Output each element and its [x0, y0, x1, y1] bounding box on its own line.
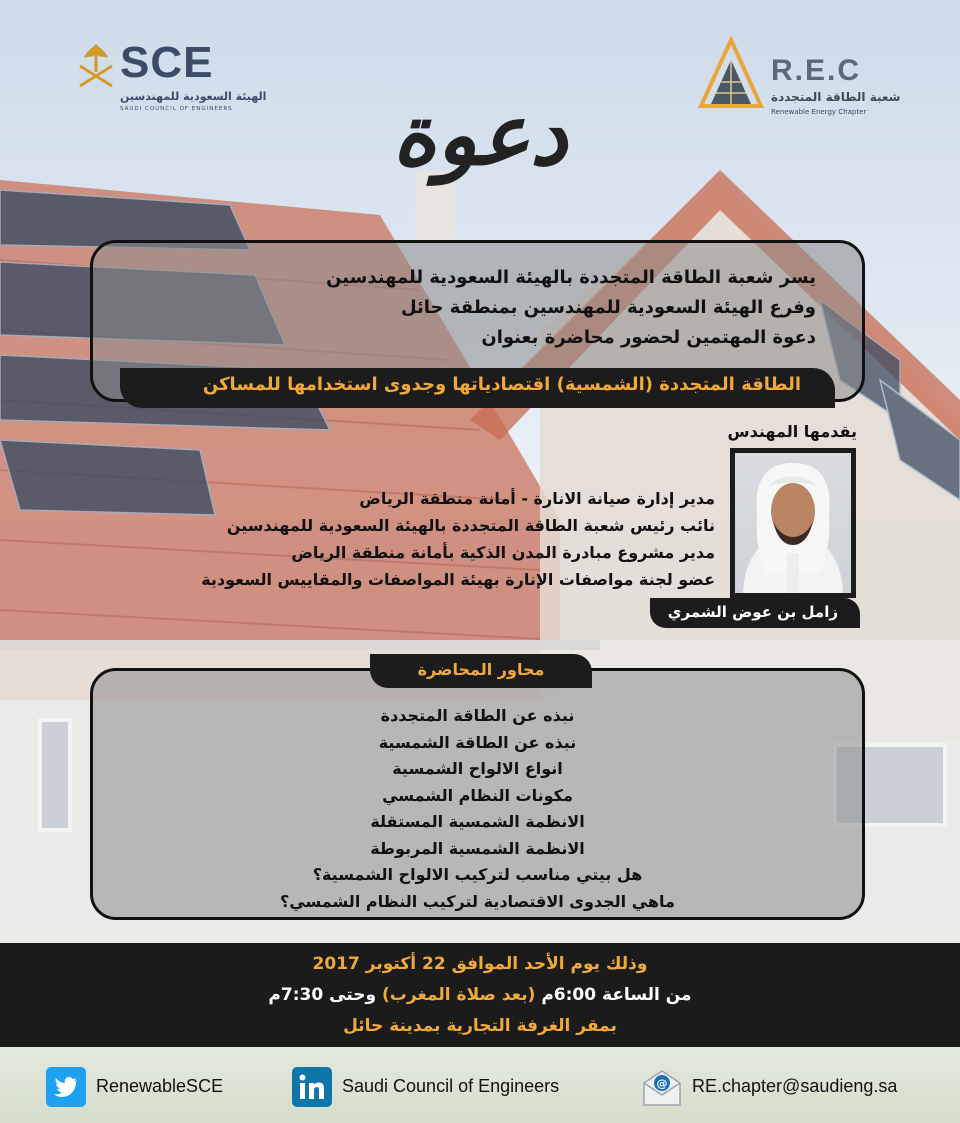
topic-item: هل بيتي مناسب لتركيب الالواح الشمسية؟: [312, 865, 643, 884]
sce-english-name: SAUDI COUNCIL OF ENGINEERS: [120, 106, 233, 112]
bio-line-1: مدير إدارة صيانة الانارة - أمانة منطقة الرياض: [359, 489, 715, 508]
intro-text: [326, 263, 816, 353]
linkedin-name[interactable]: Saudi Council of Engineers: [342, 1076, 560, 1096]
event-venue: بمقر الغرفة التجارية بمدينة حائل: [343, 1016, 617, 1036]
sce-logo: [76, 38, 267, 112]
contact-footer: [0, 1047, 960, 1123]
topic-item: نبذه عن الطاقة المتجددة: [380, 706, 575, 725]
invitation-title: دعوة: [392, 85, 568, 184]
lecture-title: الطاقة المتجددة (الشمسية) اقتصادياتها وجدوى استخدامها للمساكن: [202, 374, 801, 395]
intro-line-3: دعوة المهتمين لحضور محاضرة بعنوان: [481, 327, 816, 348]
event-time: [0, 980, 960, 1011]
email-icon: [642, 1067, 682, 1107]
twitter-contact[interactable]: [46, 1067, 276, 1107]
presenter-photo-frame: [730, 448, 856, 598]
topic-item: ماهي الجدوى الاقتصادية لتركيب النظام الشمسي؟: [280, 891, 675, 911]
saudi-emblem-icon: [76, 42, 116, 94]
presenter-name: زامل بن عوض الشمري: [667, 603, 838, 621]
svg-text:@: @: [656, 1077, 668, 1090]
bio-line-2: نائب رئيس شعبة الطاقة المتجددة بالهيئة السعودية للمهندسين: [226, 516, 715, 535]
email-contact[interactable]: [642, 1067, 942, 1107]
email-address[interactable]: RE.chapter@saudieng.sa: [692, 1076, 898, 1096]
twitter-handle[interactable]: RenewableSCE: [96, 1076, 224, 1096]
topics-panel: [90, 668, 865, 920]
bio-line-3: مدير مشروع مبادرة المدن الذكية بأمانة منطقة الرياض: [291, 543, 715, 562]
presenter-bio: [201, 485, 715, 593]
topics-heading: محاور المحاضرة: [417, 660, 545, 679]
linkedin-icon: [292, 1067, 332, 1107]
rec-arabic-name: شعبة الطاقة المتجددة: [771, 90, 901, 104]
topic-item: مكونات النظام الشمسي: [382, 785, 573, 805]
presenter-photo: [735, 453, 851, 593]
presented-by-label: يقدمها المهندس: [727, 422, 857, 441]
topic-item: الانظمة الشمسية المربوطة: [370, 838, 585, 858]
solar-panel-logo-icon: [695, 36, 767, 112]
sce-brand-text: SCE: [120, 38, 214, 87]
intro-line-2: وفرع الهيئة السعودية للمهندسين بمنطقة حائل: [400, 297, 816, 318]
topic-item: نبذه عن الطاقة الشمسية: [378, 732, 577, 752]
presenter-name-bar: [650, 598, 860, 628]
topic-item: انواع الالواح الشمسية: [392, 759, 563, 778]
rec-english-name: Renewable Energy Chapter: [771, 108, 867, 116]
linkedin-contact[interactable]: [292, 1067, 592, 1107]
event-details-bar: [0, 943, 960, 1047]
sce-arabic-name: الهيئة السعودية للمهندسين: [120, 90, 267, 103]
event-date: وذلك يوم الأحد الموافق 22 أكتوبر 2017: [312, 954, 648, 974]
intro-line-1: يسر شعبة الطاقة المتجددة بالهيئة السعودية للمهندسين: [326, 267, 816, 288]
topic-item: الانظمة الشمسية المستقلة: [370, 812, 585, 831]
event-time-end: وحتى 7:30م: [268, 985, 377, 1005]
twitter-icon: [46, 1067, 86, 1107]
event-time-start: من الساعة 6:00م: [541, 985, 692, 1005]
event-time-note: (بعد صلاة المغرب): [381, 985, 536, 1005]
lecture-title-bar: [120, 368, 835, 408]
topics-heading-tab: [370, 654, 592, 688]
topics-list: [93, 703, 862, 915]
rec-logo: [695, 36, 901, 116]
presenter-portrait-icon: [735, 453, 851, 593]
bio-line-4: عضو لجنة مواصفات الإنارة بهيئة المواصفات والمقاييس السعودية: [201, 570, 715, 589]
rec-brand-text: R.E.C: [771, 54, 862, 87]
